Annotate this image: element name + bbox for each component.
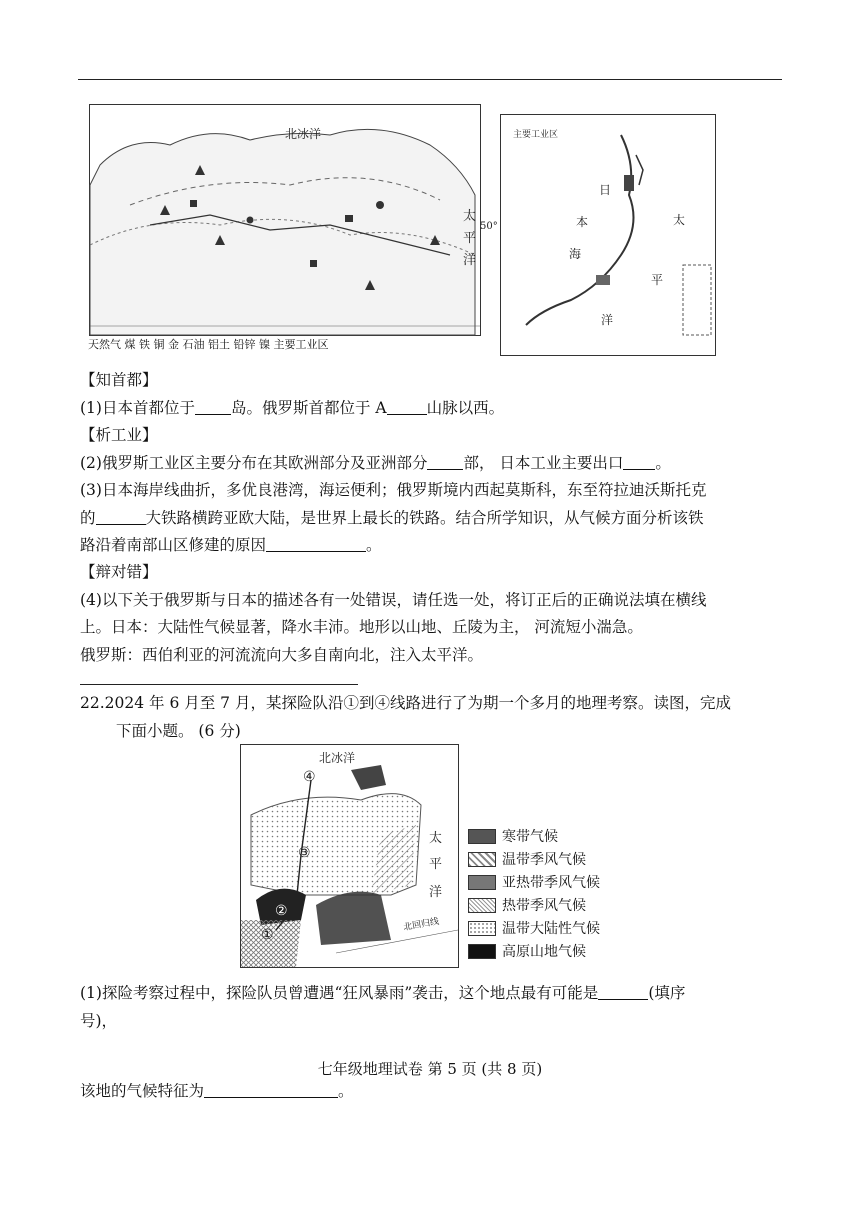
route-point-4: ④ [303, 769, 316, 785]
section-judge: 【辩对错】 [80, 563, 158, 581]
climate-label-ping: 平 [429, 857, 443, 872]
q3-text-b: 的 [80, 509, 96, 527]
question-3-line2 [80, 507, 704, 529]
map-label-tai: 太 [463, 209, 477, 224]
question-4-line2: 上。日本：大陆性气候显著，降水丰沛。地形以山地、丘陵为主， 河流短小湍急。 [80, 618, 643, 636]
q22-1-text-b: (填序 [648, 984, 686, 1002]
climate-route-map [240, 744, 459, 968]
q2-blank-1[interactable] [427, 453, 463, 470]
header-rule [78, 79, 782, 80]
japan-label-hai: 海 [569, 247, 582, 261]
map-label-ping: 平 [463, 231, 477, 246]
q1-text-b: 岛。俄罗斯首都位于 A [230, 399, 387, 417]
map-label-latitude: 50° [480, 221, 498, 232]
legend-item-1: 寒带气候 [468, 826, 558, 846]
climate-label-tai: 太 [429, 831, 443, 846]
last-text-b: 。 [338, 1082, 354, 1100]
question-4-line3: 俄罗斯：西伯利亚的河流流向大多自南向北，注入太平洋。 [80, 646, 484, 664]
climate-feature-line [80, 1080, 354, 1102]
climate-feature-blank[interactable] [204, 1081, 338, 1098]
legend-item-5: 温带大陆性气候 [468, 918, 600, 938]
tropic-of-cancer-label: 北回归线 [402, 916, 440, 934]
question-22-line1: 22.2024 年 6 月至 7 月，某探险队沿①到④线路进行了为期一个多月的地理考察。读图，完成 [80, 694, 731, 712]
q1-text-c: 山脉以西。 [426, 399, 505, 417]
last-text-a: 该地的气候特征为 [80, 1082, 205, 1100]
q2-text-c: 。 [655, 454, 671, 472]
q3-text-d: 路沿着南部山区修建的原因 [80, 536, 267, 554]
route-point-3: ③ [298, 845, 311, 861]
climate-label-arctic: 北冰洋 [319, 751, 356, 765]
q22-1-text-a: (1)探险考察过程中，探险队员曾遭遇“狂风暴雨”袭击，这个地点最有可能是 [80, 984, 599, 1002]
q3-blank-2[interactable] [266, 535, 366, 552]
q1-blank-1[interactable] [195, 398, 231, 415]
answer-line[interactable] [80, 684, 358, 685]
q3-blank-1[interactable] [96, 508, 146, 525]
japan-label-ping: 平 [651, 273, 664, 287]
legend-item-4: 热带季风气候 [468, 895, 586, 915]
map-label-arctic: 北冰洋 [285, 127, 322, 141]
legend-item-3: 亚热带季风气候 [468, 872, 600, 892]
route-point-1: ① [261, 927, 274, 943]
question-2 [80, 452, 671, 474]
japan-legend-label: 主要工业区 [513, 130, 559, 140]
japan-label-ri: 日 [599, 183, 612, 197]
q2-text-b: 部， 日本工业主要出口 [463, 454, 624, 472]
question-1 [80, 397, 504, 419]
legend-item-6: 高原山地气候 [468, 941, 586, 961]
q22-1-blank[interactable] [598, 983, 648, 1000]
route-point-2: ② [275, 903, 288, 919]
question-22-1-line2: 号)， [80, 1012, 118, 1030]
question-22-1-line1 [80, 982, 685, 1004]
japan-label-yang: 洋 [601, 313, 614, 327]
q2-blank-2[interactable] [623, 453, 655, 470]
russia-map-legend: 天然气 煤 铁 铜 金 石油 铝土 铅锌 镍 主要工业区 [88, 338, 329, 351]
page-footer: 七年级地理试卷 第 5 页 (共 8 页) [317, 1060, 543, 1078]
legend-item-2: 温带季风气候 [468, 849, 586, 869]
japan-label-ben: 本 [576, 215, 589, 229]
climate-label-yang: 洋 [429, 885, 443, 900]
section-capital: 【知首都】 [80, 371, 158, 389]
section-industry: 【析工业】 [80, 426, 158, 444]
japan-label-tai: 太 [673, 213, 686, 227]
q1-blank-2[interactable] [387, 398, 427, 415]
q2-text-a: (2)俄罗斯工业区主要分布在其欧洲部分及亚洲部分 [80, 454, 428, 472]
q1-text-a: (1)日本首都位于 [80, 399, 195, 417]
question-3-line3 [80, 534, 382, 556]
japan-industry-map [500, 114, 716, 356]
q3-text-e: 。 [366, 536, 382, 554]
russia-resource-map [89, 104, 498, 336]
q3-text-c: 大铁路横跨亚欧大陆，是世界上最长的铁路。结合所学知识，从气候方面分析该铁 [145, 509, 704, 527]
question-4-line1: (4)以下关于俄罗斯与日本的描述各有一处错误，请任选一处，将订正后的正确说法填在横线 [80, 591, 707, 609]
map-label-yang: 洋 [463, 253, 477, 268]
question-22-line2: 下面小题。 (6 分) [116, 722, 241, 740]
question-3-line1: (3)日本海岸线曲折，多优良港湾，海运便利；俄罗斯境内西起莫斯科，东至符拉迪沃斯托克 [80, 481, 707, 499]
